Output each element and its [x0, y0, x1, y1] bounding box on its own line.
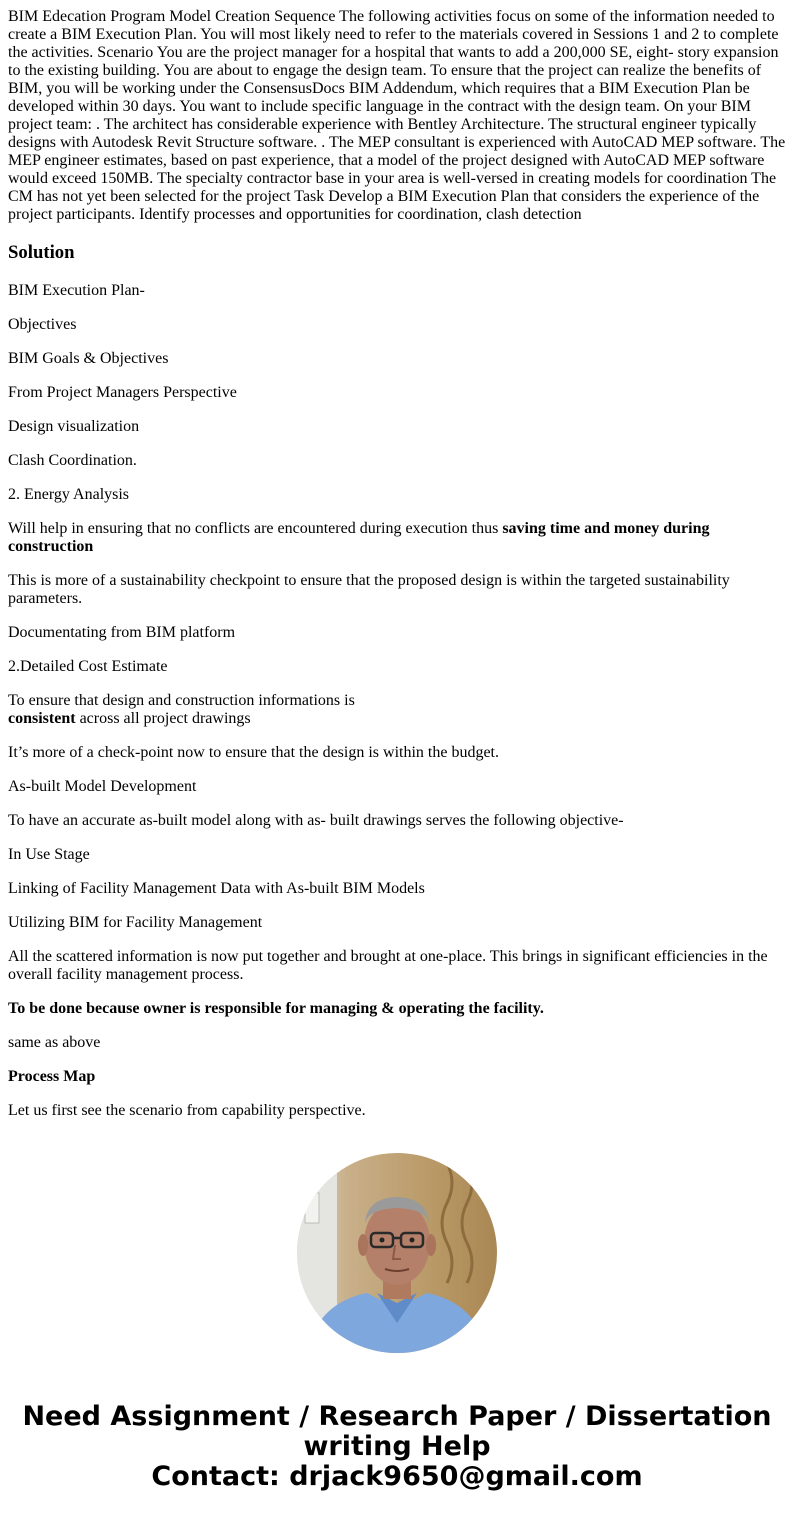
solution-paragraph: Clash Coordination. [8, 452, 137, 469]
document-body [8, 8, 786, 1120]
solution-paragraph: same as above [8, 1034, 101, 1051]
section-title: Process Map [8, 1068, 96, 1085]
solution-paragraph [8, 1000, 786, 1018]
paragraph-text: Will help in ensuring that no conflicts are encountered during execution thus [8, 520, 503, 537]
solution-paragraph [8, 692, 786, 728]
solution-paragraph: BIM Execution Plan- [8, 282, 145, 299]
solution-paragraph: Let us first see the scenario from capability perspective. [8, 1102, 366, 1119]
promo-footer [0, 1402, 794, 1492]
solution-paragraph: In Use Stage [8, 846, 90, 863]
solution-paragraph [8, 1068, 786, 1086]
question-text: BIM Edecation Program Model Creation Sequence The following activities focus on some of the information needed to create a BIM Execution Plan. You will most likely need to refer to the materials covered in Sessions 1 and 2 to complete the activities. Scenario You are the project manager for a hospital that wants to add a 200,000 SE, eight- story expansion to the existing building. You are about to engage the design team. To ensure that the project can realize the benefits of BIM, you will be working under the ConsensusDocs BIM Addendum, which requires that a BIM Execution Plan be developed within 30 days. You want to include specific language in the contract with the design team. On your BIM project team: . The architect has considerable experience with Bentley Architecture. The structural engineer typically designs with Autodesk Revit Structure software. . The MEP consultant is experienced with AutoCAD MEP software. The MEP engineer estimates, based on past experience, that a model of the project designed with AutoCAD MEP software would exceed 150MB. The specialty contractor base in your area is well-versed in creating models for coordination The CM has not yet been selected for the project Task Develop a BIM Execution Plan that considers the experience of the project participants. Identify processes and opportunities for coordination, clash detection [8, 8, 786, 223]
promo-line: writing Help [303, 1431, 491, 1462]
solution-paragraph: 2. Energy Analysis [8, 486, 130, 503]
solution-heading: Solution [8, 242, 75, 263]
solution-paragraph: From Project Managers Perspective [8, 384, 237, 401]
solution-paragraph: This is more of a sustainability checkpoint to ensure that the proposed design is within the targeted sustainability parameters. [8, 572, 730, 607]
bold-emphasis: saving time and money during construction [8, 520, 710, 555]
solution-paragraph: Documentating from BIM platform [8, 624, 236, 641]
solution-paragraph [8, 520, 786, 556]
paragraph-text: To ensure that design and construction informations is [8, 692, 355, 709]
solution-paragraph: As-built Model Development [8, 778, 197, 795]
contact-email: Contact: drjack9650@gmail.com [151, 1461, 643, 1492]
solution-paragraph: To have an accurate as-built model along with as- built drawings serves the following objective- [8, 812, 624, 829]
author-avatar [297, 1153, 497, 1353]
solution-paragraph: Linking of Facility Management Data with As-built BIM Models [8, 880, 425, 897]
solution-paragraph: Design visualization [8, 418, 140, 435]
paragraph-text: across all project drawings [75, 710, 251, 727]
bold-emphasis: consistent [8, 710, 76, 727]
bold-emphasis: To be done because owner is responsible for managing & operating the facility. [8, 1000, 544, 1017]
solution-paragraph: All the scattered information is now put together and brought at one-place. This brings in significant efficiencies in the overall facility management process. [8, 948, 768, 983]
solution-paragraph: It’s more of a check-point now to ensure that the design is within the budget. [8, 744, 499, 761]
solution-paragraph: BIM Goals & Objectives [8, 350, 169, 367]
solution-paragraph: 2.Detailed Cost Estimate [8, 658, 168, 675]
solution-paragraph: Objectives [8, 316, 77, 333]
solution-paragraph: Utilizing BIM for Facility Management [8, 914, 263, 931]
promo-line: Need Assignment / Research Paper / Dissertation [22, 1401, 772, 1432]
avatar-portrait-image [297, 1153, 497, 1353]
